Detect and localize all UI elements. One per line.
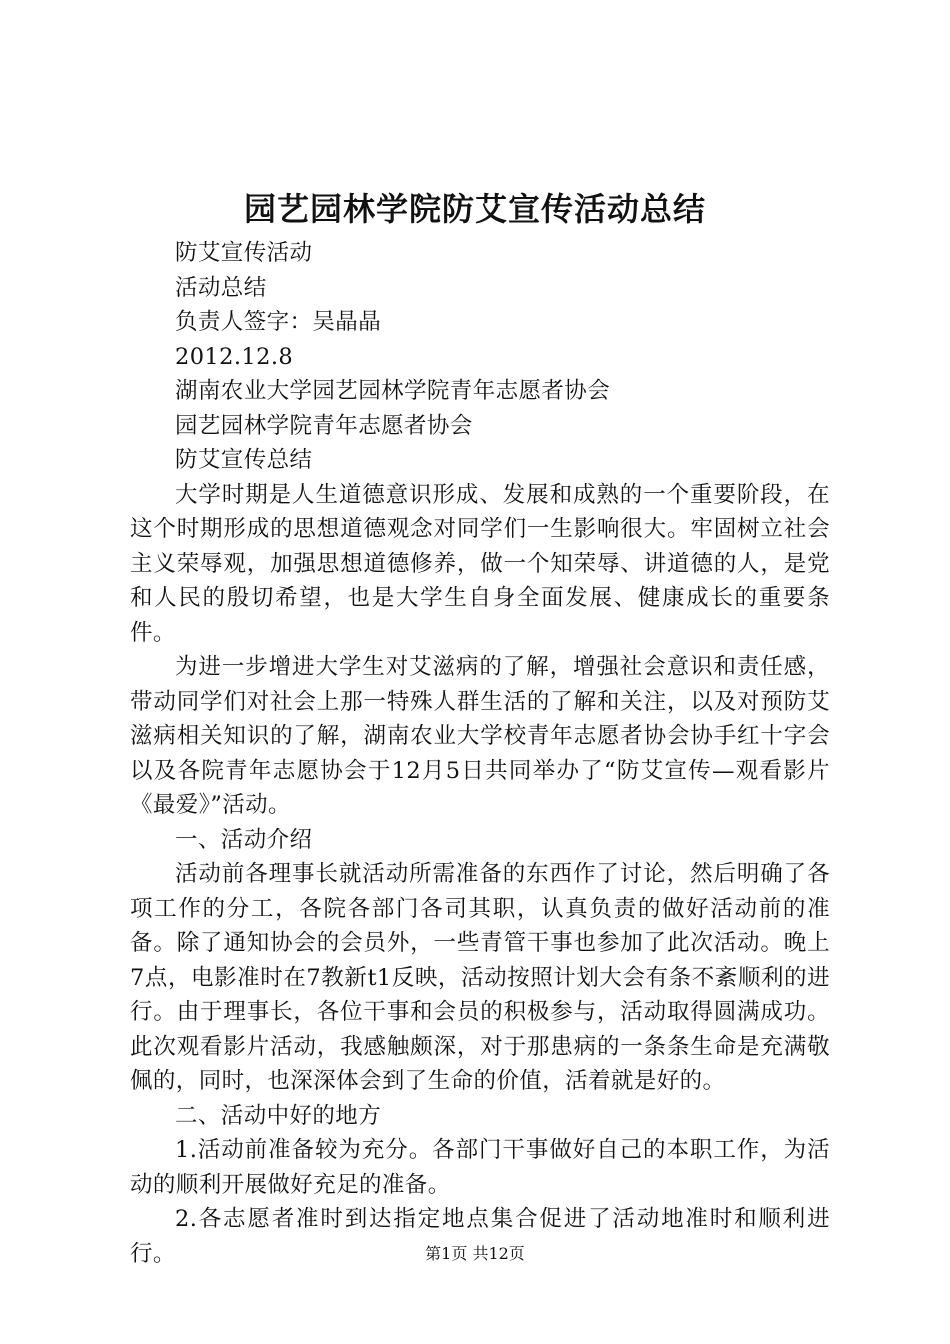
paragraph: 大学时期是人生道德意识形成、发展和成熟的一个重要阶段，在这个时期形成的思想道德观念对同学们一生影响很大。牢固树立社会主义荣辱观，加强思想道德修养，做一个知荣辱、讲道德的人，是党和人民的殷切希望，也是大学生自身全面发展、健康成长的重要条件。 xyxy=(130,481,830,646)
paragraph: 园艺园林学院青年志愿者协会 xyxy=(175,412,473,439)
section-heading: 二、活动中好的地方 xyxy=(175,1102,382,1129)
section-heading: 一、活动介绍 xyxy=(175,826,313,853)
page-footer: 第1页 共12页 xyxy=(425,1244,525,1263)
paragraph: 湖南农业大学园艺园林学院青年志愿者协会 xyxy=(175,378,611,404)
paragraph: 负责人签字：吴晶晶 xyxy=(175,309,382,335)
paragraph: 2.各志愿者准时到达指定地点集合促进了活动地准时和顺利进行。 xyxy=(130,1206,830,1267)
paragraph: 2012.12.8 xyxy=(175,343,294,370)
paragraph: 活动前各理事长就活动所需准备的东西作了讨论，然后明确了各项工作的分工，各院各部门各司其职，认真负责的做好活动前的准备。除了通知协会的会员外，一些青管干事也参加了此次活动。晚上7点，电影准时在7教新t1反映，活动按照计划大会有条不紊顺利的进行。由于理事长，各位干事和会员的积极参与，活动取得圆满成功。此次观看影片活动，我感触颇深，对于那患病的一条条生命是充满敬佩的，同时，也深深体会到了生命的价值，活着就是好的。 xyxy=(130,861,830,1094)
paragraph: 活动总结 xyxy=(175,274,267,301)
paragraph: 防艾宣传活动 xyxy=(175,240,313,266)
document-body xyxy=(130,236,830,1271)
document-title: 园艺园林学院防艾宣传活动总结 xyxy=(243,190,706,228)
paragraph: 防艾宣传总结 xyxy=(175,447,313,473)
paragraph: 为进一步增进大学生对艾滋病的了解，增强社会意识和责任感，带动同学们对社会上那一特殊人群生活的了解和关注，以及对预防艾滋病相关知识的了解，湖南农业大学校青年志愿者协会协手红十字会以及各院青年志愿协会于12月5日共同举办了“防艾宣传—观看影片《最爱》”活动。 xyxy=(130,654,830,818)
paragraph: 1.活动前准备较为充分。各部门干事做好自己的本职工作，为活动的顺利开展做好充足的准备。 xyxy=(130,1137,830,1198)
